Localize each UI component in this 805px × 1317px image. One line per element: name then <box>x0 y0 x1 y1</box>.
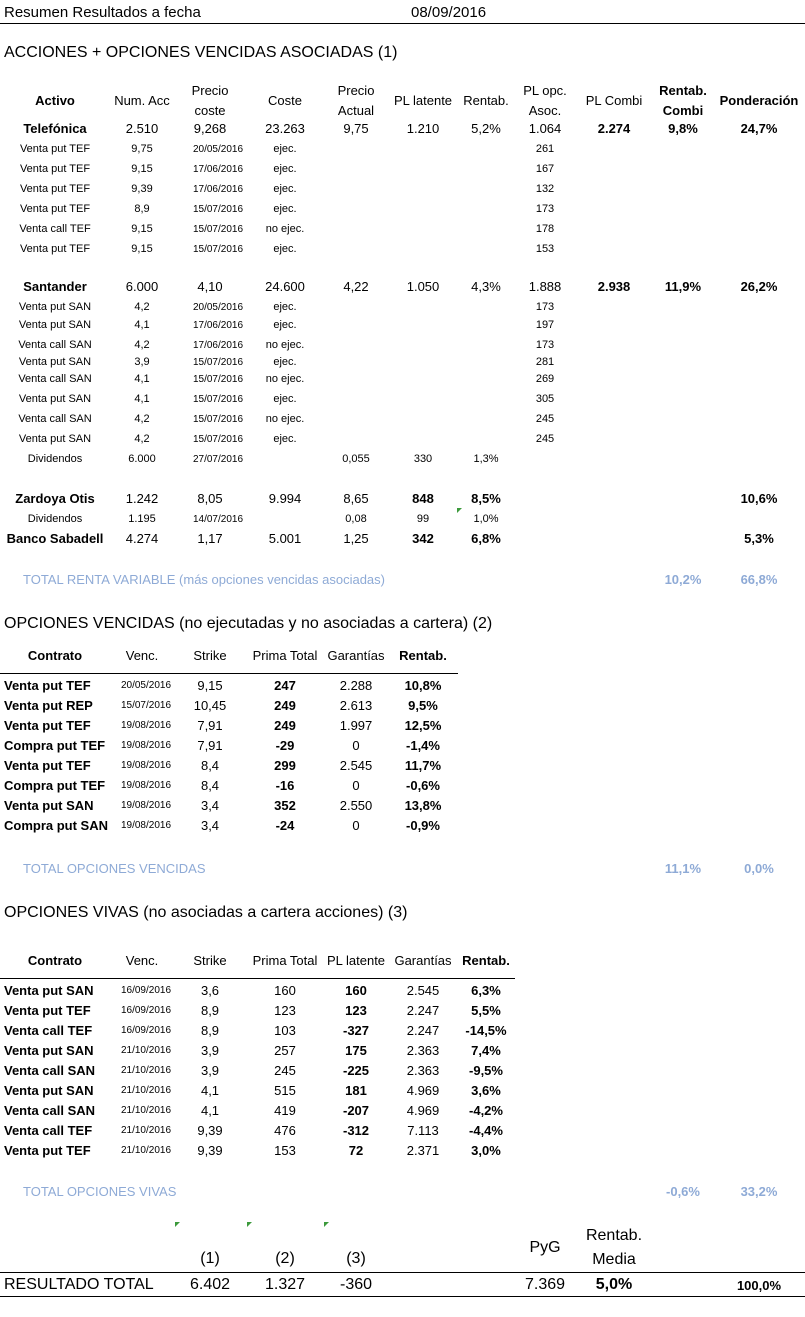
option-contract: Venta put SAN <box>18 356 92 368</box>
rentab: 8,5% <box>471 491 501 506</box>
option-strike: 8,9 <box>134 203 150 215</box>
pl-opc-asoc: 1.888 <box>528 279 562 294</box>
prima-total: 257 <box>274 1043 296 1058</box>
report-title: Resumen Resultados a fecha <box>4 4 201 21</box>
strike: 7,91 <box>197 718 223 733</box>
prima-total: 515 <box>274 1083 296 1098</box>
prima-total: 299 <box>274 758 296 773</box>
option-status: ejec. <box>273 433 297 445</box>
option-status: ejec. <box>273 356 297 368</box>
result-divider-top <box>0 1272 805 1273</box>
option-contract: Venta put TEF <box>19 143 91 155</box>
garantias: 0 <box>352 778 360 793</box>
dividend-amount: 0,055 <box>342 453 370 465</box>
dividend-date: 27/07/2016 <box>192 454 244 465</box>
option-contract: Venta put TEF <box>19 183 91 195</box>
strike: 3,9 <box>200 1063 220 1078</box>
prima-total: 352 <box>274 798 296 813</box>
option-status: ejec. <box>273 393 297 405</box>
total-opciones-vencidas-rentab: 11,1% <box>664 861 702 876</box>
expiry-date: 16/09/2016 <box>120 1005 172 1016</box>
total-renta-variable-label: TOTAL RENTA VARIABLE (más opciones vencidas asociadas) <box>23 572 385 587</box>
pl-combi: 2.274 <box>597 121 631 136</box>
strike: 8,4 <box>200 758 220 773</box>
coste: 9.994 <box>268 491 302 506</box>
ponderacion: 26,2% <box>740 279 778 294</box>
col-header-ponderacion: Ponderación <box>719 93 799 108</box>
pl-latente: 72 <box>348 1143 364 1158</box>
asset-name: Santander <box>23 279 87 294</box>
col-header-prima-total: Prima Total <box>252 648 318 663</box>
section-title-acciones: ACCIONES + OPCIONES VENCIDAS ASOCIADAS (1) <box>4 44 398 61</box>
option-status: ejec. <box>273 243 297 255</box>
col-header-venc: Venc. <box>125 648 159 663</box>
rentab: 3,6% <box>471 1083 501 1098</box>
prima-total: 419 <box>274 1103 296 1118</box>
strike: 9,39 <box>197 1123 223 1138</box>
garantias: 2.613 <box>339 698 373 713</box>
result-col-1-header: (1) <box>200 1250 220 1267</box>
rentab: 10,8% <box>404 678 442 693</box>
ponderacion: 10,6% <box>740 491 778 506</box>
option-pl: 132 <box>535 183 555 195</box>
prima-total: 249 <box>274 698 296 713</box>
col-header-precio-coste-2: coste <box>194 103 226 118</box>
col-header-rentab: Rentab. <box>399 648 447 663</box>
expiry-date: 15/07/2016 <box>120 700 172 711</box>
garantias: 2.545 <box>406 983 440 998</box>
strike: 8,9 <box>200 1003 220 1018</box>
dividend-rentab: 1,0% <box>473 513 499 525</box>
prima-total: 245 <box>274 1063 296 1078</box>
option-contract: Venta put SAN <box>18 393 92 405</box>
rentab: -4,4% <box>469 1123 503 1138</box>
rentab: 5,5% <box>471 1003 501 1018</box>
dividend-amount: 0,08 <box>345 513 367 525</box>
option-contract: Venta put SAN <box>18 319 92 331</box>
option-pl: 197 <box>535 319 555 331</box>
strike: 4,1 <box>200 1083 220 1098</box>
option-date: 15/07/2016 <box>192 224 244 235</box>
result-col-3-header: (3) <box>346 1250 366 1267</box>
num-acc: 1.242 <box>125 491 159 506</box>
precio-coste: 8,05 <box>197 491 223 506</box>
expiry-date: 19/08/2016 <box>120 820 172 831</box>
prima-total: 160 <box>274 983 296 998</box>
total-opciones-vivas-label: TOTAL OPCIONES VIVAS <box>23 1184 177 1199</box>
option-pl: 167 <box>535 163 555 175</box>
option-status: no ejec. <box>265 373 305 385</box>
prima-total: 103 <box>274 1023 296 1038</box>
contract-name: Venta put TEF <box>4 678 91 693</box>
col-header-precio-actual-2: Actual <box>337 103 375 118</box>
option-pl: 305 <box>535 393 555 405</box>
asset-name: Zardoya Otis <box>15 491 95 506</box>
table-header-divider <box>0 978 515 979</box>
option-contract: Venta call SAN <box>18 339 92 351</box>
pl-latente: 342 <box>412 531 434 546</box>
option-contract: Venta call TEF <box>19 223 91 235</box>
option-contract: Venta put TEF <box>19 203 91 215</box>
option-date: 20/05/2016 <box>192 302 244 313</box>
dividend-label: Dividendos <box>27 453 83 465</box>
rentab: -14,5% <box>465 1023 507 1038</box>
contract-name: Venta put SAN <box>4 983 94 998</box>
rentab-combi: 11,9% <box>664 279 702 294</box>
rentab: -0,9% <box>406 818 440 833</box>
result-divider-bottom <box>0 1296 805 1297</box>
prima-total: -16 <box>275 778 295 793</box>
contract-name: Venta put SAN <box>4 1043 94 1058</box>
option-contract: Venta call SAN <box>18 373 92 385</box>
num-acc: 6.000 <box>125 279 159 294</box>
strike: 3,4 <box>200 798 220 813</box>
rentab: 6,3% <box>471 983 501 998</box>
result-col-2-header: (2) <box>275 1250 295 1267</box>
prima-total: 247 <box>274 678 296 693</box>
col-header-venc: Venc. <box>125 953 159 968</box>
expiry-date: 21/10/2016 <box>120 1085 172 1096</box>
rentab: -9,5% <box>469 1063 503 1078</box>
option-contract: Venta call SAN <box>18 413 92 425</box>
resultado-total-label: RESULTADO TOTAL <box>4 1276 154 1293</box>
option-strike: 4,1 <box>134 319 150 331</box>
strike: 4,1 <box>200 1103 220 1118</box>
option-date: 15/07/2016 <box>192 244 244 255</box>
option-pl: 261 <box>535 143 555 155</box>
contract-name: Venta put TEF <box>4 1003 91 1018</box>
expiry-date: 19/08/2016 <box>120 780 172 791</box>
contract-name: Venta call TEF <box>4 1123 93 1138</box>
dividend-num: 6.000 <box>128 453 156 465</box>
option-strike: 4,1 <box>134 393 150 405</box>
contract-name: Compra put SAN <box>4 818 108 833</box>
total-opciones-vencidas-label: TOTAL OPCIONES VENCIDAS <box>23 861 206 876</box>
option-pl: 178 <box>535 223 555 235</box>
strike: 9,15 <box>197 678 223 693</box>
rentab: 3,0% <box>471 1143 501 1158</box>
contract-name: Venta put TEF <box>4 1143 91 1158</box>
option-strike: 9,15 <box>131 163 153 175</box>
option-contract: Venta put SAN <box>18 301 92 313</box>
col-header-rentab: Rentab. <box>463 93 509 108</box>
option-date: 15/07/2016 <box>192 414 244 425</box>
expiry-date: 21/10/2016 <box>120 1125 172 1136</box>
col-header-rentab-combi-2: Combi <box>662 103 704 118</box>
contract-name: Compra put TEF <box>4 778 106 793</box>
col-header-pl-combi: PL Combi <box>585 93 643 108</box>
option-status: ejec. <box>273 301 297 313</box>
col-header-activo: Activo <box>35 93 75 108</box>
option-strike: 4,2 <box>134 413 150 425</box>
total-opciones-vivas-rentab: -0,6% <box>666 1184 700 1199</box>
expiry-date: 19/08/2016 <box>120 760 172 771</box>
garantias: 2.247 <box>406 1003 440 1018</box>
strike: 3,9 <box>200 1043 220 1058</box>
option-pl: 269 <box>535 373 555 385</box>
prima-total: 123 <box>274 1003 296 1018</box>
option-pl: 173 <box>535 301 555 313</box>
precio-actual: 4,22 <box>343 279 369 294</box>
cell-comment-marker <box>324 1222 329 1227</box>
garantias: 7.113 <box>407 1123 439 1138</box>
option-date: 17/06/2016 <box>192 340 244 351</box>
option-status: ejec. <box>273 319 297 331</box>
pl-latente: -207 <box>342 1103 370 1118</box>
expiry-date: 21/10/2016 <box>120 1145 172 1156</box>
pl-latente: -225 <box>342 1063 370 1078</box>
option-status: ejec. <box>273 143 297 155</box>
col-header-contrato: Contrato <box>27 648 83 663</box>
col-header-coste: Coste <box>268 93 302 108</box>
option-strike: 4,2 <box>134 339 150 351</box>
resultado-2: 1.327 <box>264 1276 306 1293</box>
rentab: 6,8% <box>471 531 501 546</box>
option-pl: 245 <box>535 433 555 445</box>
prima-total: 249 <box>274 718 296 733</box>
col-header-pl-opc-2: Asoc. <box>528 103 562 118</box>
total-renta-variable-rentab: 10,2% <box>664 572 702 587</box>
pl-latente: 160 <box>345 983 367 998</box>
rentab: 13,8% <box>404 798 442 813</box>
rentab: 11,7% <box>404 758 442 773</box>
expiry-date: 21/10/2016 <box>120 1045 172 1056</box>
num-acc: 2.510 <box>125 121 159 136</box>
pl-opc-asoc: 1.064 <box>528 121 562 136</box>
coste: 5.001 <box>268 531 302 546</box>
option-date: 15/07/2016 <box>192 434 244 445</box>
option-date: 15/07/2016 <box>192 204 244 215</box>
precio-coste: 9,268 <box>193 121 227 136</box>
col-header-num-acc: Num. Acc <box>114 93 170 108</box>
pl-latente: -327 <box>342 1023 370 1038</box>
strike: 10,45 <box>193 698 227 713</box>
pl-latente: 123 <box>345 1003 367 1018</box>
col-header-rentab: Rentab. <box>462 953 510 968</box>
dividend-rentab: 1,3% <box>473 453 499 465</box>
col-header-pl-latente: PL latente <box>393 93 453 108</box>
contract-name: Venta put SAN <box>4 1083 94 1098</box>
expiry-date: 21/10/2016 <box>120 1105 172 1116</box>
option-contract: Venta put TEF <box>19 243 91 255</box>
garantias: 2.288 <box>339 678 373 693</box>
option-date: 15/07/2016 <box>192 374 244 385</box>
dividend-num: 1.195 <box>128 513 156 525</box>
rentab: 4,3% <box>471 279 501 294</box>
option-date: 15/07/2016 <box>192 357 244 368</box>
prima-total: 476 <box>274 1123 296 1138</box>
col-header-garantias: Garantías <box>327 648 385 663</box>
option-pl: 281 <box>535 356 555 368</box>
option-strike: 9,39 <box>131 183 153 195</box>
option-pl: 245 <box>535 413 555 425</box>
contract-name: Venta call SAN <box>4 1063 96 1078</box>
pl-latente: 848 <box>412 491 434 506</box>
total-opciones-vivas-pond: 33,2% <box>740 1184 778 1199</box>
expiry-date: 19/08/2016 <box>120 800 172 811</box>
contract-name: Venta call SAN <box>4 1103 96 1118</box>
rentab: 5,2% <box>471 121 501 136</box>
table-header-divider <box>0 673 458 674</box>
strike: 8,4 <box>200 778 220 793</box>
rentab-media-header-2: Media <box>592 1251 636 1268</box>
contract-name: Venta put SAN <box>4 798 94 813</box>
option-strike: 3,9 <box>134 356 150 368</box>
pyg-header: PyG <box>529 1239 561 1256</box>
garantias: 2.247 <box>406 1023 440 1038</box>
col-header-strike: Strike <box>193 953 227 968</box>
col-header-pl-latente: PL latente <box>326 953 386 968</box>
total-renta-variable-pond: 66,8% <box>740 572 778 587</box>
precio-coste: 4,10 <box>197 279 223 294</box>
expiry-date: 16/09/2016 <box>120 1025 172 1036</box>
strike: 3,6 <box>200 983 220 998</box>
option-date: 17/06/2016 <box>192 320 244 331</box>
option-strike: 9,75 <box>131 143 153 155</box>
pl-latente: 1.210 <box>406 121 440 136</box>
total-opciones-vencidas-pond: 0,0% <box>744 861 774 876</box>
option-pl: 173 <box>535 203 555 215</box>
col-header-rentab-combi: Rentab. <box>659 83 707 98</box>
coste: 24.600 <box>265 279 305 294</box>
option-status: ejec. <box>273 163 297 175</box>
expiry-date: 19/08/2016 <box>120 720 172 731</box>
rentab: 9,5% <box>408 698 438 713</box>
contract-name: Venta put REP <box>4 698 93 713</box>
resultado-3: -360 <box>339 1276 373 1293</box>
option-date: 15/07/2016 <box>192 394 244 405</box>
resultado-ponderacion: 100,0% <box>736 1278 782 1293</box>
precio-actual: 1,25 <box>343 531 369 546</box>
contract-name: Venta put TEF <box>4 718 91 733</box>
prima-total: -24 <box>275 818 295 833</box>
col-header-pl-opc: PL opc. <box>523 83 567 98</box>
option-date: 17/06/2016 <box>192 164 244 175</box>
pl-latente: 1.050 <box>406 279 440 294</box>
option-strike: 4,1 <box>134 373 150 385</box>
garantias: 0 <box>352 818 360 833</box>
garantias: 0 <box>352 738 360 753</box>
pl-combi: 2.938 <box>597 279 631 294</box>
ponderacion: 24,7% <box>740 121 778 136</box>
garantias: 1.997 <box>339 718 373 733</box>
prima-total: 153 <box>274 1143 296 1158</box>
option-contract: Venta put SAN <box>18 433 92 445</box>
cell-comment-marker <box>247 1222 252 1227</box>
divider <box>0 23 805 24</box>
rentab-combi: 9,8% <box>668 121 698 136</box>
option-strike: 9,15 <box>131 223 153 235</box>
resultado-1: 6.402 <box>189 1276 231 1293</box>
num-acc: 4.274 <box>125 531 159 546</box>
precio-actual: 9,75 <box>343 121 369 136</box>
rentab: -0,6% <box>406 778 440 793</box>
rentab-media-header: Rentab. <box>585 1227 643 1244</box>
garantias: 2.371 <box>406 1143 440 1158</box>
asset-name: Banco Sabadell <box>6 531 104 546</box>
rentab: -1,4% <box>406 738 440 753</box>
contract-name: Venta call TEF <box>4 1023 93 1038</box>
cell-comment-marker <box>457 508 462 513</box>
col-header-precio-actual: Precio <box>337 83 375 98</box>
rentab: 7,4% <box>471 1043 501 1058</box>
section-title-opciones-vencidas: OPCIONES VENCIDAS (no ejecutadas y no asociadas a cartera) (2) <box>4 615 493 632</box>
contract-name: Compra put TEF <box>4 738 106 753</box>
rentab: -4,2% <box>469 1103 503 1118</box>
option-pl: 173 <box>535 339 555 351</box>
report-date: 08/09/2016 <box>411 4 487 21</box>
option-status: no ejec. <box>265 223 305 235</box>
option-pl: 153 <box>535 243 555 255</box>
col-header-strike: Strike <box>193 648 227 663</box>
pl-latente: 175 <box>345 1043 367 1058</box>
option-status: no ejec. <box>265 413 305 425</box>
resultado-rentab-media: 5,0% <box>595 1276 633 1293</box>
garantias: 2.363 <box>406 1063 440 1078</box>
expiry-date: 20/05/2016 <box>120 680 172 691</box>
prima-total: -29 <box>275 738 295 753</box>
coste: 23.263 <box>265 121 305 136</box>
option-strike: 4,2 <box>134 433 150 445</box>
garantias: 4.969 <box>406 1083 440 1098</box>
precio-actual: 8,65 <box>343 491 369 506</box>
option-status: no ejec. <box>265 339 305 351</box>
garantias: 2.363 <box>406 1043 440 1058</box>
option-strike: 9,15 <box>131 243 153 255</box>
dividend-date: 14/07/2016 <box>192 514 244 525</box>
strike: 7,91 <box>197 738 223 753</box>
expiry-date: 21/10/2016 <box>120 1065 172 1076</box>
pl-latente: -312 <box>342 1123 370 1138</box>
section-title-opciones-vivas: OPCIONES VIVAS (no asociadas a cartera acciones) (3) <box>4 904 408 921</box>
pl-latente: 181 <box>345 1083 367 1098</box>
garantias: 2.545 <box>339 758 373 773</box>
option-contract: Venta put TEF <box>19 163 91 175</box>
option-date: 17/06/2016 <box>192 184 244 195</box>
dividend-pl: 330 <box>413 453 433 465</box>
col-header-precio-coste: Precio <box>191 83 229 98</box>
col-header-contrato: Contrato <box>27 953 83 968</box>
col-header-garantias: Garantías <box>394 953 452 968</box>
garantias: 2.550 <box>339 798 373 813</box>
garantias: 4.969 <box>406 1103 440 1118</box>
contract-name: Venta put TEF <box>4 758 91 773</box>
precio-coste: 1,17 <box>197 531 223 546</box>
option-status: ejec. <box>273 203 297 215</box>
dividend-pl: 99 <box>416 513 430 525</box>
resultado-pyg: 7.369 <box>524 1276 566 1293</box>
option-status: ejec. <box>273 183 297 195</box>
strike: 9,39 <box>197 1143 223 1158</box>
expiry-date: 16/09/2016 <box>120 985 172 996</box>
ponderacion: 5,3% <box>744 531 774 546</box>
dividend-label: Dividendos <box>27 513 83 525</box>
strike: 8,9 <box>200 1023 220 1038</box>
strike: 3,4 <box>200 818 220 833</box>
expiry-date: 19/08/2016 <box>120 740 172 751</box>
cell-comment-marker <box>175 1222 180 1227</box>
option-strike: 4,2 <box>134 301 150 313</box>
option-date: 20/05/2016 <box>192 144 244 155</box>
col-header-prima-total: Prima Total <box>252 953 318 968</box>
asset-name: Telefónica <box>23 121 87 136</box>
rentab: 12,5% <box>404 718 442 733</box>
